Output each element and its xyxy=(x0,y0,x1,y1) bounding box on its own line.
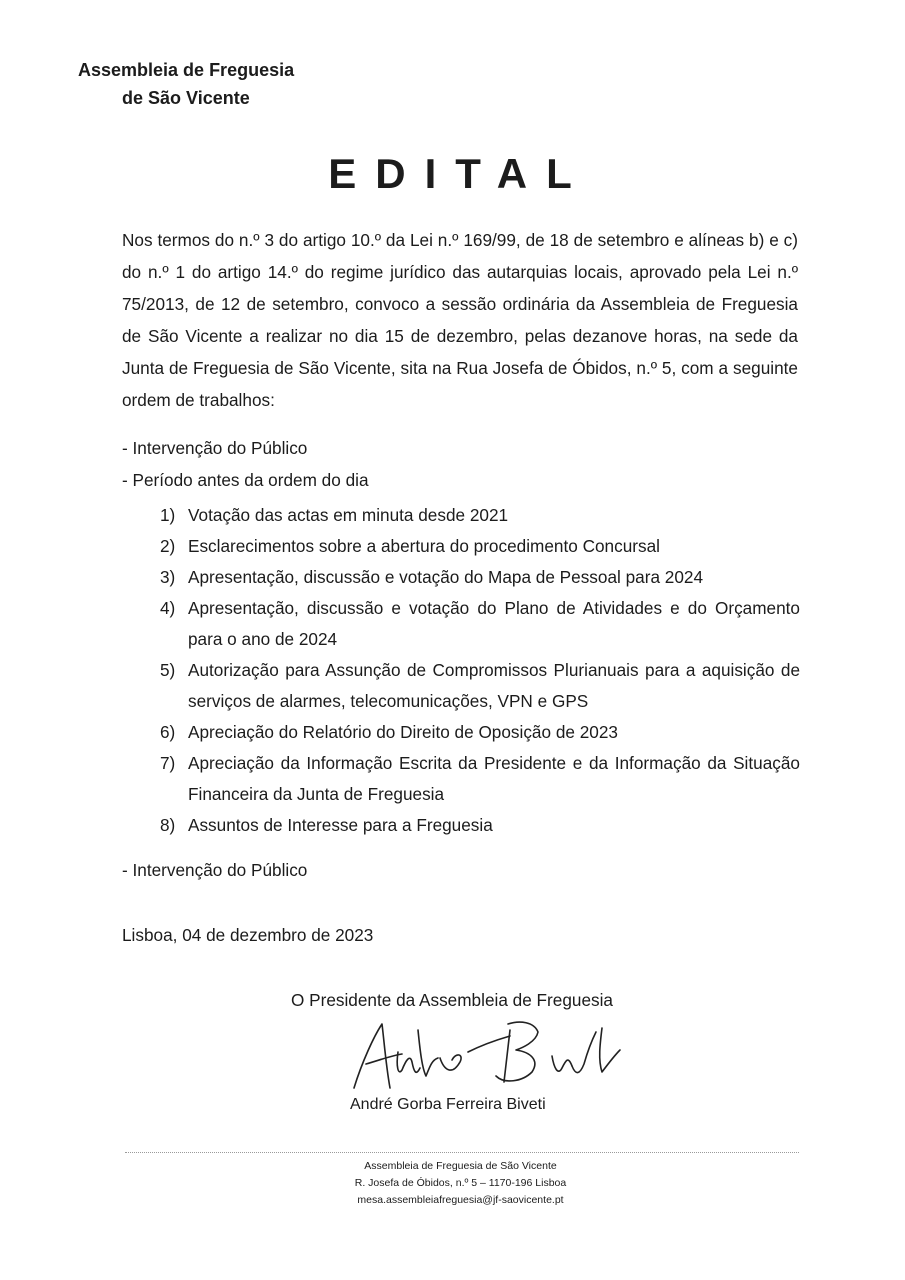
agenda-item: 4) Apresentação, discussão e votação do Plano de Atividades e do Orçamento para o ano de 2024 xyxy=(160,598,800,649)
agenda-public-first: - Intervenção do Público xyxy=(122,438,308,458)
handwritten-signature xyxy=(340,1010,640,1100)
footer-divider xyxy=(125,1152,799,1153)
date-line: Lisboa, 04 de dezembro de 2023 xyxy=(122,925,374,945)
intro-paragraph: Nos termos do n.º 3 do artigo 10.º da Lei n.º 169/99, de 18 de setembro e alíneas b) e c) do n.º 1 do artigo 14.º do regime jurídico das autarquias locais, aprovado pela Lei n.º 75/2013, de 12 de setembro, convoco a sessão ordinária da Assembleia de Freguesia de São Vicente a realizar no dia 15 de dezembro, pelas dezanove horas, na sede da Junta de Freguesia de São Vicente, sita na Rua Josefa de Óbidos, n.º 5, com a seguinte ordem de trabalhos: xyxy=(122,230,798,410)
agenda-public-last: - Intervenção do Público xyxy=(122,860,308,880)
page-title: EDITAL xyxy=(328,150,591,197)
header-line-1: Assembleia de Freguesia xyxy=(78,60,295,80)
agenda-list xyxy=(160,500,800,841)
footer-email: mesa.assembleiafreguesia@jf-saovicente.pt xyxy=(357,1194,564,1206)
document-header xyxy=(78,56,294,112)
agenda-item: 1) Votação das actas em minuta desde 2021 xyxy=(160,505,509,525)
agenda-item: 6) Apreciação do Relatório do Direito de Oposição de 2023 xyxy=(160,722,618,742)
signatory-role: O Presidente da Assembleia de Freguesia xyxy=(291,990,613,1010)
agenda-item: 3) Apresentação, discussão e votação do Mapa de Pessoal para 2024 xyxy=(160,567,704,587)
footer-org: Assembleia de Freguesia de São Vicente xyxy=(364,1160,557,1172)
signatory-name: André Gorba Ferreira Biveti xyxy=(350,1096,546,1113)
footer xyxy=(0,1158,905,1209)
agenda-item: 5) Autorização para Assunção de Compromissos Plurianuais para a aquisição de serviços de alarmes, telecomunicações, VPN e GPS xyxy=(160,660,800,711)
header-line-2: de São Vicente xyxy=(122,88,250,108)
agenda-item: 7) Apreciação da Informação Escrita da Presidente e da Informação da Situação Financeira da Junta de Freguesia xyxy=(160,753,800,804)
agenda-period: - Período antes da ordem do dia xyxy=(122,470,369,490)
footer-address: R. Josefa de Óbidos, n.º 5 – 1170-196 Lisboa xyxy=(354,1177,567,1189)
agenda-item: 2) Esclarecimentos sobre a abertura do procedimento Concursal xyxy=(160,536,660,556)
agenda-item: 8) Assuntos de Interesse para a Freguesia xyxy=(160,815,493,835)
